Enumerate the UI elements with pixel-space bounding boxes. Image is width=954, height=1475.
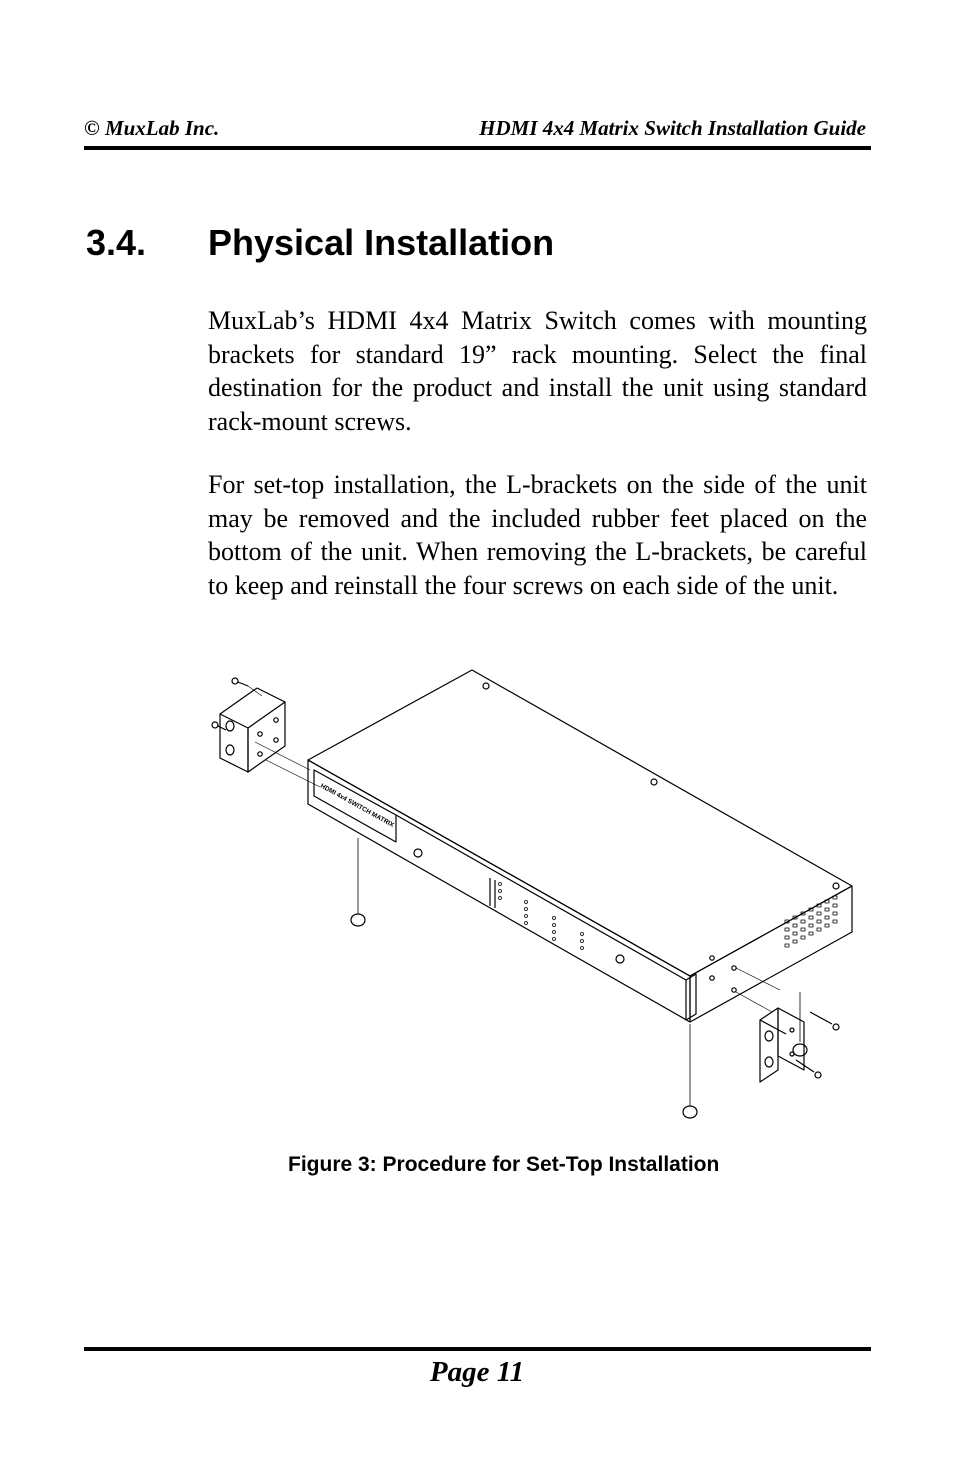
front-leds bbox=[499, 883, 584, 950]
section-number: 3.4. bbox=[86, 222, 147, 263]
header-company: © MuxLab Inc. bbox=[84, 116, 220, 140]
front-panel-label: HDMI 4x4 SWITCH MATRIX bbox=[319, 782, 395, 829]
page-header bbox=[84, 116, 870, 144]
left-screws bbox=[212, 678, 320, 787]
paragraph-set-top: For set-top installation, the L-brackets on the side of the unit may be removed and the included rubber feet placed on the bottom of the unit. When removing the L-brackets, be careful to keep and reinstall the four screws on each side of the unit. bbox=[208, 470, 867, 600]
installation-illustration bbox=[200, 662, 870, 1127]
figure-set-top-installation bbox=[200, 662, 870, 1127]
right-bracket bbox=[710, 956, 804, 1082]
paragraph-rack-mounting: MuxLab’s HDMI 4x4 Matrix Switch comes with mounting brackets for standard 19” rack mounting. Select the final destination for the product and install the unit using standard rack-mount screws. bbox=[208, 306, 867, 436]
header-guide-title: HDMI 4x4 Matrix Switch Installation Guide bbox=[479, 116, 866, 140]
header-rule bbox=[84, 146, 871, 150]
matrix-switch-chassis bbox=[308, 670, 852, 1022]
right-screws bbox=[796, 1012, 839, 1078]
rubber-feet bbox=[351, 838, 807, 1118]
page-number: Page 11 bbox=[429, 1356, 525, 1388]
footer-rule bbox=[84, 1347, 871, 1351]
section-title: Physical Installation bbox=[208, 222, 555, 263]
side-vents bbox=[785, 896, 837, 947]
figure-caption: Figure 3: Procedure for Set-Top Installation bbox=[288, 1153, 720, 1176]
left-bracket bbox=[220, 688, 285, 772]
